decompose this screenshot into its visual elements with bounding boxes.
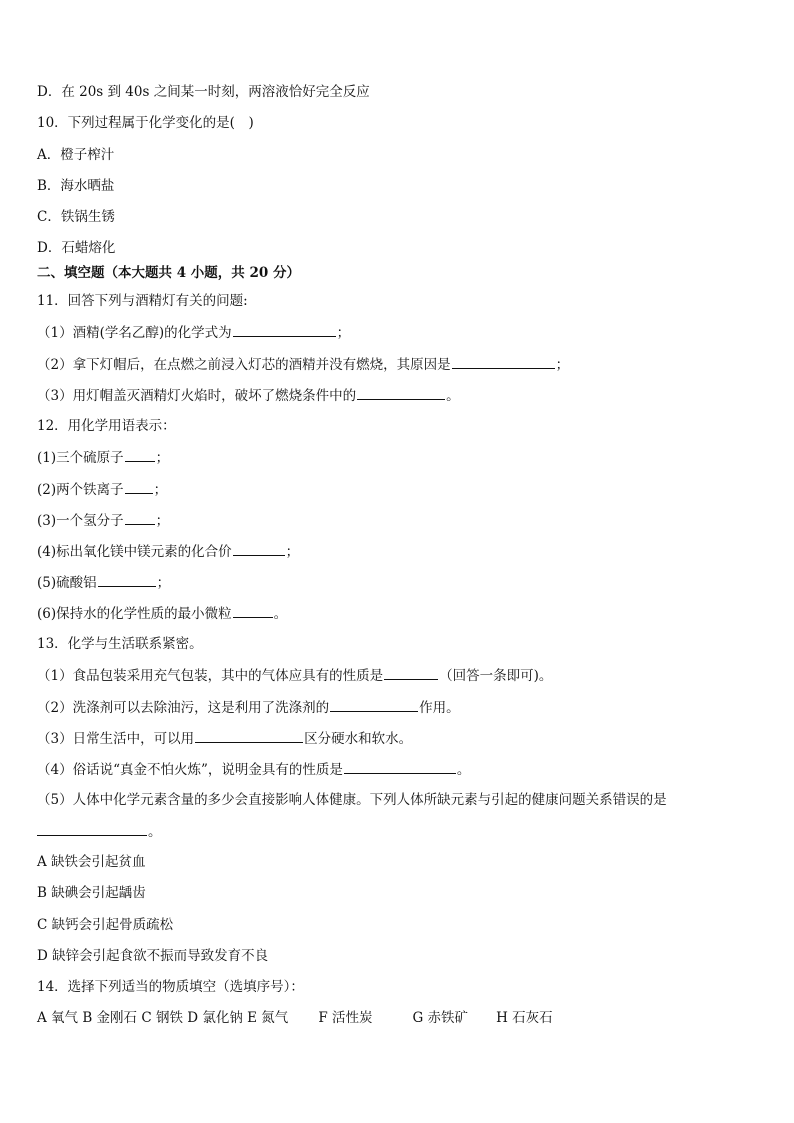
q12-item-4-text: (4)标出氧化镁中镁元素的化合价 bbox=[37, 544, 232, 560]
q14-option-g: G 赤铁矿 bbox=[412, 1010, 469, 1026]
answer-blank[interactable] bbox=[330, 698, 418, 712]
answer-blank[interactable] bbox=[195, 729, 303, 743]
answer-blank[interactable] bbox=[357, 386, 445, 400]
answer-blank[interactable] bbox=[233, 323, 336, 337]
q14-options bbox=[37, 1009, 764, 1027]
answer-blank[interactable] bbox=[344, 760, 456, 774]
q13-part-4-text: （4）俗话说“真金不怕火炼”，说明金具有的性质是 bbox=[37, 762, 343, 778]
q14-stem: 14．选择下列适当的物质填空（选填序号）： bbox=[37, 979, 304, 995]
q12-item-4 bbox=[37, 542, 764, 561]
q12-stem: 12．用化学用语表示： bbox=[37, 418, 176, 434]
q14-options-a-to-e: A 氧气 B 金刚石 C 钢铁 D 氯化钠 E 氮气 bbox=[37, 1010, 289, 1026]
q13-part-2 bbox=[37, 698, 764, 717]
q13-stem: 13．化学与生活联系紧密。 bbox=[37, 636, 203, 652]
q12-item-2-end: ； bbox=[153, 482, 168, 498]
q11-part-2-end: ； bbox=[555, 357, 570, 373]
q13-part-1-end: （回答一条即可)。 bbox=[439, 668, 553, 684]
q12-item-6 bbox=[37, 604, 764, 623]
q11-part-1-end: ； bbox=[336, 325, 351, 341]
q14-option-f: F 活性炭 bbox=[318, 1010, 373, 1026]
q12-item-1-text: (1)三个硫原子 bbox=[37, 450, 124, 466]
q10-option-c: C．铁锅生锈 bbox=[37, 209, 115, 225]
q10-option-a: A．橙子榨汁 bbox=[37, 147, 115, 163]
answer-blank[interactable] bbox=[233, 604, 273, 618]
q12-item-6-end: 。 bbox=[273, 606, 288, 622]
q13-option-b: B 缺碘会引起龋齿 bbox=[37, 885, 146, 901]
answer-blank[interactable] bbox=[37, 822, 147, 836]
q13-part-5-end: 。 bbox=[148, 824, 162, 840]
q12-item-2-text: (2)两个铁离子 bbox=[37, 482, 124, 498]
q12-item-5-text: (5)硫酸铝 bbox=[37, 575, 97, 591]
q11-stem: 11．回答下列与酒精灯有关的问题: bbox=[37, 293, 248, 309]
answer-blank[interactable] bbox=[125, 480, 153, 494]
q12-item-6-text: (6)保持水的化学性质的最小微粒 bbox=[37, 606, 232, 622]
q13-part-1-text: （1）食品包装采用充气包装，其中的气体应具有的性质是 bbox=[37, 668, 384, 684]
q13-part-5: （5）人体中化学元素含量的多少会直接影响人体健康。下列人体所缺元素与引起的健康问题关系错误的是 bbox=[37, 792, 667, 808]
answer-blank[interactable] bbox=[233, 542, 285, 556]
answer-blank[interactable] bbox=[452, 355, 555, 369]
q11-part-2 bbox=[37, 355, 764, 374]
q13-part-3-end: 区分硬水和软水。 bbox=[304, 731, 413, 747]
q11-part-2-text: （2）拿下灯帽后，在点燃之前浸入灯芯的酒精并没有燃烧，其原因是 bbox=[37, 357, 451, 373]
q9-option-d: D．在 20s 到 40s 之间某一时刻，两溶液恰好完全反应 bbox=[37, 84, 370, 100]
q10-stem: 10．下列过程属于化学变化的是( ) bbox=[37, 115, 254, 131]
q13-option-a: A 缺铁会引起贫血 bbox=[37, 854, 146, 870]
q14-option-h: H 石灰石 bbox=[496, 1010, 553, 1026]
q13-part-2-end: 作用。 bbox=[419, 700, 460, 716]
q12-item-3 bbox=[37, 511, 764, 530]
q13-option-c: C 缺钙会引起骨质疏松 bbox=[37, 917, 174, 933]
q13-part-2-text: （2）洗涤剂可以去除油污，这是利用了洗涤剂的 bbox=[37, 700, 330, 716]
q13-option-d: D 缺锌会引起食欲不振而导致发育不良 bbox=[37, 948, 269, 964]
q11-part-3-text: （3）用灯帽盖灭酒精灯火焰时，破坏了燃烧条件中的 bbox=[37, 388, 357, 404]
q11-part-1-text: （1）酒精(学名乙醇)的化学式为 bbox=[37, 325, 232, 341]
q13-part-4 bbox=[37, 760, 764, 779]
q12-item-3-text: (3)一个氢分子 bbox=[37, 513, 124, 529]
q13-part-1 bbox=[37, 666, 764, 685]
section-heading-fill-in: 二、填空题（本大题共 4 小题，共 20 分） bbox=[37, 265, 300, 281]
q13-part-5-answer bbox=[37, 822, 764, 841]
q11-part-3-end: 。 bbox=[446, 388, 460, 404]
q13-part-3-text: （3）日常生活中，可以用 bbox=[37, 731, 195, 747]
q10-option-b: B．海水晒盐 bbox=[37, 178, 115, 194]
q12-item-5 bbox=[37, 573, 764, 592]
q13-part-3 bbox=[37, 729, 764, 748]
answer-blank[interactable] bbox=[125, 511, 155, 525]
q12-item-5-end: ； bbox=[156, 575, 171, 591]
q13-part-4-end: 。 bbox=[456, 762, 471, 778]
answer-blank[interactable] bbox=[384, 666, 438, 680]
q11-part-3 bbox=[37, 386, 764, 405]
q12-item-4-end: ； bbox=[285, 544, 300, 560]
q12-item-3-end: ； bbox=[155, 513, 170, 529]
q11-part-1 bbox=[37, 323, 764, 342]
answer-blank[interactable] bbox=[125, 448, 155, 462]
q12-item-2 bbox=[37, 480, 764, 499]
q10-option-d: D．石蜡熔化 bbox=[37, 240, 116, 256]
q12-item-1-end: ； bbox=[155, 450, 170, 466]
answer-blank[interactable] bbox=[98, 573, 156, 587]
q12-item-1 bbox=[37, 448, 764, 467]
